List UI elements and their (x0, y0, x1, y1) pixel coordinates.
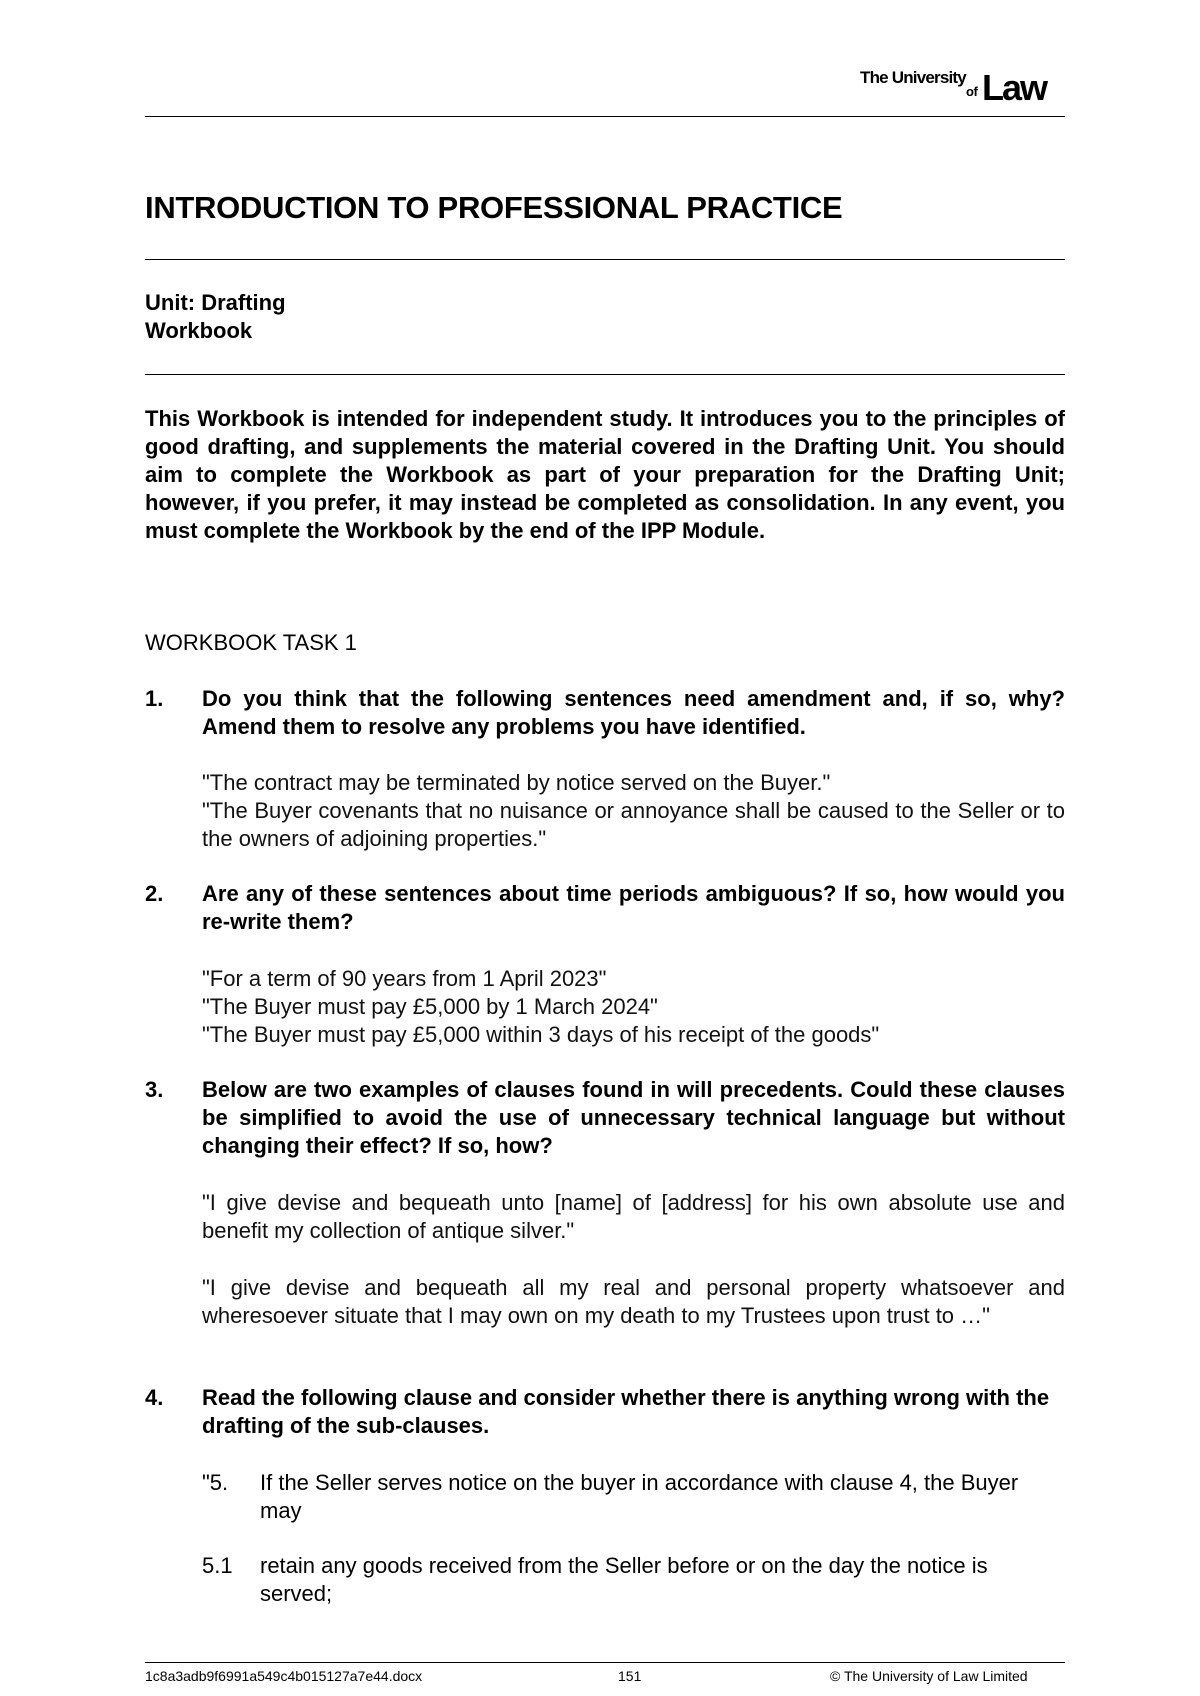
question-text: Read the following clause and consider whether there is anything wrong with the drafting of the sub-clauses. (202, 1385, 1050, 1438)
clause-text: retain any goods received from the Seller before or on the day the notice is served; (260, 1553, 988, 1606)
footer-filename: 1c8a3adb9f6991a549c4b015127a7e44.docx (145, 1668, 423, 1684)
unit-rule (145, 374, 1065, 375)
university-of-law-logo (860, 66, 1060, 108)
unit-line: Unit: Drafting (145, 290, 286, 315)
question-number: 1. (145, 686, 164, 711)
title-rule (145, 259, 1065, 260)
footer-rule (145, 1662, 1065, 1663)
logo-text-law: Law (982, 67, 1047, 108)
question-quote: "I give devise and bequeath unto [name] of [address] for his own absolute use and benefit my collection of antique silver." (202, 1190, 1065, 1243)
unit-heading (145, 289, 286, 345)
quote-line: "The Buyer covenants that no nuisance or annoyance shall be caused to the Seller or to the owners of adjoining properties." (202, 798, 1065, 851)
task-heading: WORKBOOK TASK 1 (145, 630, 357, 655)
clause-text: If the Seller serves notice on the buyer in accordance with clause 4, the Buyer may (260, 1470, 1019, 1523)
question-number: 4. (145, 1385, 164, 1410)
logo-text-university: The University (860, 68, 966, 87)
question-number: 2. (145, 881, 164, 906)
quote-line: "The Buyer must pay £5,000 within 3 days of his receipt of the goods" (202, 1022, 880, 1047)
question-quotes (202, 769, 1065, 853)
clause-number: "5. (202, 1470, 229, 1495)
quote-line: "The contract may be terminated by notice served on the Buyer." (202, 770, 831, 795)
question-text: Do you think that the following sentences need amendment and, if so, why? Amend them to resolve any problems you have identified. (202, 686, 1065, 739)
question-quotes (202, 965, 1065, 1049)
question-text: Below are two examples of clauses found in will precedents. Could these clauses be simplified to avoid the use of unnecessary technical language but without changing their effect? If so, how? (202, 1077, 1065, 1158)
logo-text-of: of (966, 84, 978, 99)
clause-number: 5.1 (202, 1553, 233, 1578)
question-number: 3. (145, 1077, 164, 1102)
quote-line: "The Buyer must pay £5,000 by 1 March 2024" (202, 994, 658, 1019)
question-text: Are any of these sentences about time periods ambiguous? If so, how would you re-write them? (202, 881, 1065, 934)
page-title: INTRODUCTION TO PROFESSIONAL PRACTICE (145, 190, 843, 225)
quote-line: "For a term of 90 years from 1 April 2023" (202, 966, 607, 991)
question-quote: "I give devise and bequeath all my real and personal property whatsoever and wheresoever situate that I may own on my death to my Trustees upon trust to …" (202, 1275, 1065, 1328)
footer-page-number: 151 (618, 1668, 642, 1684)
footer-copyright: © The University of Law Limited (830, 1668, 1028, 1684)
intro-paragraph: This Workbook is intended for independent study. It introduces you to the principles of good drafting, and supplements the material covered in the Drafting Unit. You should aim to complete the Workbook as part of your preparation for the Drafting Unit; however, if you prefer, it may instead be completed as consolidation. In any event, you must complete the Workbook by the end of the IPP Module. (145, 406, 1065, 543)
workbook-line: Workbook (145, 318, 253, 343)
header-rule (145, 116, 1065, 117)
